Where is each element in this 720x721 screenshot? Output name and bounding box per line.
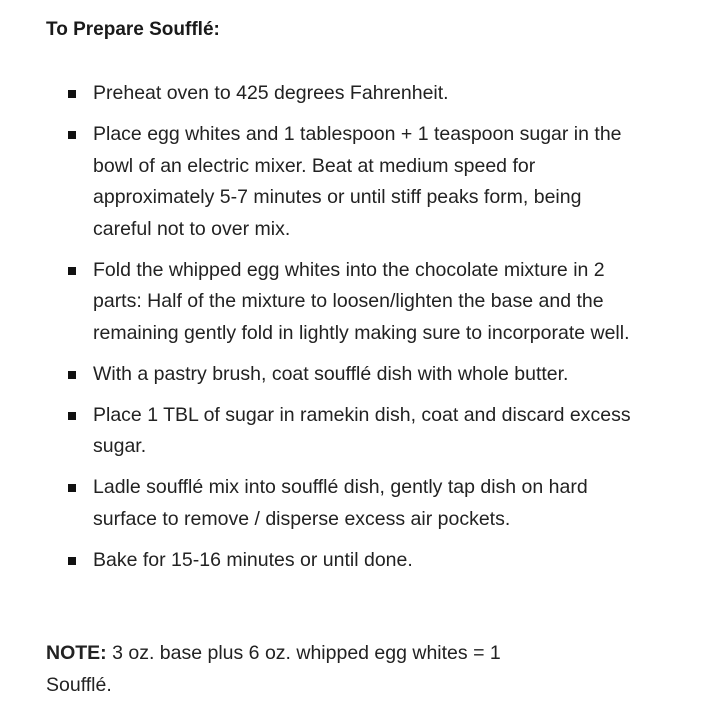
step-text: Bake for 15-16 minutes or until done. <box>93 548 413 571</box>
steps-list <box>0 78 720 586</box>
note-text: 3 oz. base plus 6 oz. whipped egg whites = 1 Soufflé. <box>46 642 501 696</box>
step-text: Place egg whites and 1 tablespoon + 1 teaspoon sugar in the bowl of an electric mixer. Beat at medium speed for approximately 5-7 minutes or until stiff peaks form, being careful not to over mix. <box>93 123 622 240</box>
step-item <box>0 545 633 577</box>
section-heading: To Prepare Soufflé: <box>46 19 220 40</box>
square-bullet-icon <box>68 412 76 420</box>
square-bullet-icon <box>68 267 76 275</box>
step-text: Ladle soufflé mix into soufflé dish, gently tap dish on hard surface to remove / disperse excess air pockets. <box>93 476 588 530</box>
step-item <box>0 255 633 350</box>
note-label: NOTE: <box>46 642 107 664</box>
square-bullet-icon <box>68 484 76 492</box>
step-text: Place 1 TBL of sugar in ramekin dish, coat and discard excess sugar. <box>93 403 631 457</box>
step-item <box>0 400 633 463</box>
step-item <box>0 78 633 110</box>
square-bullet-icon <box>68 371 76 379</box>
square-bullet-icon <box>68 131 76 139</box>
step-text: With a pastry brush, coat soufflé dish with whole butter. <box>93 362 569 385</box>
step-item <box>0 359 633 391</box>
step-item <box>0 472 633 535</box>
step-text: Fold the whipped egg whites into the chocolate mixture in 2 parts: Half of the mixture to loosen/lighten the base and the remaining gently fold in lightly making sure to incorporate well. <box>93 258 630 344</box>
step-text: Preheat oven to 425 degrees Fahrenheit. <box>93 82 449 104</box>
square-bullet-icon <box>68 90 76 98</box>
note-paragraph <box>46 638 536 701</box>
step-item <box>0 119 633 245</box>
square-bullet-icon <box>68 557 76 565</box>
